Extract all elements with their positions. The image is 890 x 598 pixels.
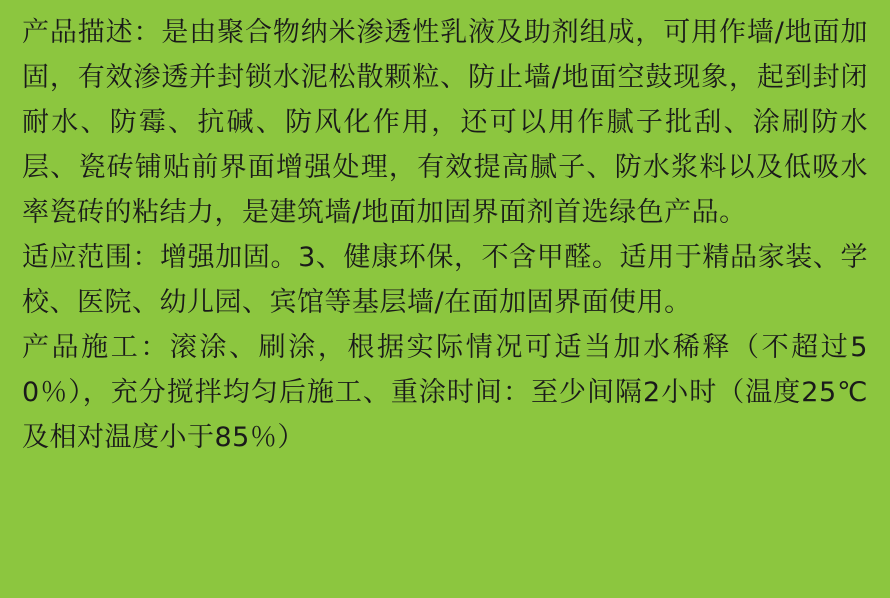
application-scope-paragraph: 适应范围：增强加固。3、健康环保，不含甲醛。适用于精品家装、学校、医院、幼儿园、宾馆等基层墙/在面加固界面使用。 bbox=[22, 242, 868, 318]
construction-method-paragraph: 产品施工：滚涂、刷涂，根据实际情况可适当加水稀释（不超过50％），充分搅拌均匀后施工、重涂时间：至少间隔2小时（温度25℃及相对温度小于85％） bbox=[22, 332, 868, 453]
product-description-paragraph: 产品描述：是由聚合物纳米渗透性乳液及助剂组成，可用作墙/地面加固，有效渗透并封锁水泥松散颗粒、防止墙/地面空鼓现象，起到封闭耐水、防霉、抗碱、防风化作用，还可以用作腻子批刮、涂刷防水层、瓷砖铺贴前界面增强处理，有效提高腻子、防水浆料以及低吸水率瓷砖的粘结力，是建筑墙/地面加固界面剂首选绿色产品。 bbox=[22, 17, 868, 228]
